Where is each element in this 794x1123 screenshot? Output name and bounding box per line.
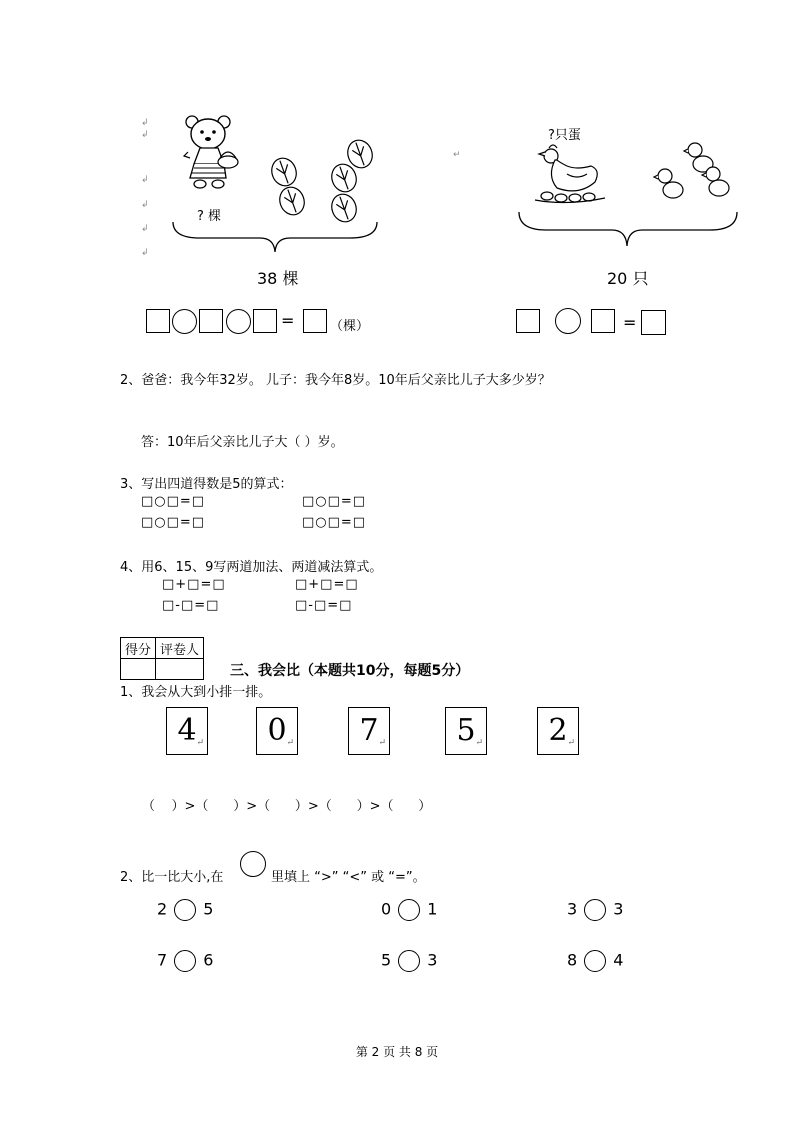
page-footer: 第 2 页 共 8 页: [355, 1045, 439, 1059]
cabbage-group-icon: [262, 136, 384, 228]
total-cabbages-label: 38 棵: [257, 269, 299, 288]
q3-text: 3、写出四道得数是5的算式：: [120, 477, 293, 492]
section3-q1-text: 1、我会从大到小排一排。: [120, 685, 272, 700]
q3-formula[interactable]: □○□=□: [302, 494, 367, 509]
bear-question-label: ? 棵: [197, 209, 222, 224]
score-header: 得分: [121, 638, 156, 659]
example-circle: [240, 851, 266, 877]
q3-formula[interactable]: □○□=□: [141, 515, 206, 530]
hen-and-chicks-illustration: [527, 136, 737, 208]
number-card: 0 ↵: [256, 707, 298, 755]
number-card: 7 ↵: [348, 707, 390, 755]
grader-header: 评卷人: [156, 638, 204, 659]
compare-circle[interactable]: [398, 950, 420, 972]
comparison-item: 7 6: [157, 950, 213, 972]
section3-q2-prefix: 2、比一比大小,在: [120, 870, 224, 885]
compare-circle[interactable]: [174, 899, 196, 921]
comparison-item: 2 5: [157, 899, 213, 921]
q4-text: 4、用6、15、9写两道加法、两道减法算式。: [120, 560, 383, 575]
comparison-item: 3 3: [567, 899, 623, 921]
operator-circle[interactable]: [555, 308, 581, 334]
answer-box[interactable]: [253, 309, 277, 333]
compare-circle[interactable]: [398, 899, 420, 921]
section-title: 三、我会比（本题共10分，每题5分）: [230, 663, 470, 679]
q2-text: 2、爸爸：我今年32岁。 儿子：我今年8岁。10年后父亲比儿子大多少岁？: [120, 373, 551, 388]
compare-circle[interactable]: [584, 950, 606, 972]
q3-formula[interactable]: □○□=□: [302, 515, 367, 530]
comparison-item: 0 1: [381, 899, 437, 921]
q3-formula[interactable]: □○□=□: [141, 494, 206, 509]
equals-sign: =: [281, 311, 295, 330]
section3-q2-suffix: 里填上 “>” “<” 或 “=”。: [271, 870, 426, 885]
paragraph-mark: ↵: [453, 150, 461, 160]
order-answer-line[interactable]: （ ）>（ ）>（ ）>（ ）>（ ）: [142, 799, 432, 814]
q4-formula[interactable]: □+□=□: [162, 577, 226, 592]
q4-formula[interactable]: □+□=□: [295, 577, 359, 592]
operator-circle[interactable]: [172, 309, 197, 334]
score-cell[interactable]: [121, 659, 156, 680]
compare-circle[interactable]: [584, 899, 606, 921]
compare-circle[interactable]: [174, 950, 196, 972]
number-card: 5 ↵: [445, 707, 487, 755]
number-card: 2 ↵: [537, 707, 579, 755]
answer-box[interactable]: [303, 309, 327, 333]
q2-answer: 答：10年后父亲比儿子大（ ）岁。: [141, 435, 344, 450]
total-animals-label: 20 只: [607, 269, 649, 288]
answer-box[interactable]: [516, 309, 540, 333]
grader-cell[interactable]: [156, 659, 204, 680]
q4-formula[interactable]: □-□=□: [162, 598, 220, 613]
answer-box[interactable]: [146, 309, 170, 333]
eggs-question-label: ?只蛋: [548, 128, 581, 143]
bear-illustration: [180, 112, 242, 194]
brace-left: [170, 220, 380, 254]
brace-right: [516, 210, 740, 250]
comparison-item: 5 3: [381, 950, 437, 972]
answer-box[interactable]: [591, 309, 615, 333]
equals-sign: =: [623, 313, 637, 332]
operator-circle[interactable]: [226, 309, 251, 334]
answer-box[interactable]: [641, 310, 666, 335]
q4-formula[interactable]: □-□=□: [295, 598, 353, 613]
number-card: 4 ↵: [166, 707, 208, 755]
score-table: [120, 637, 204, 680]
unit-label: （棵）: [330, 319, 370, 334]
comparison-item: 8 4: [567, 950, 623, 972]
answer-box[interactable]: [199, 309, 223, 333]
